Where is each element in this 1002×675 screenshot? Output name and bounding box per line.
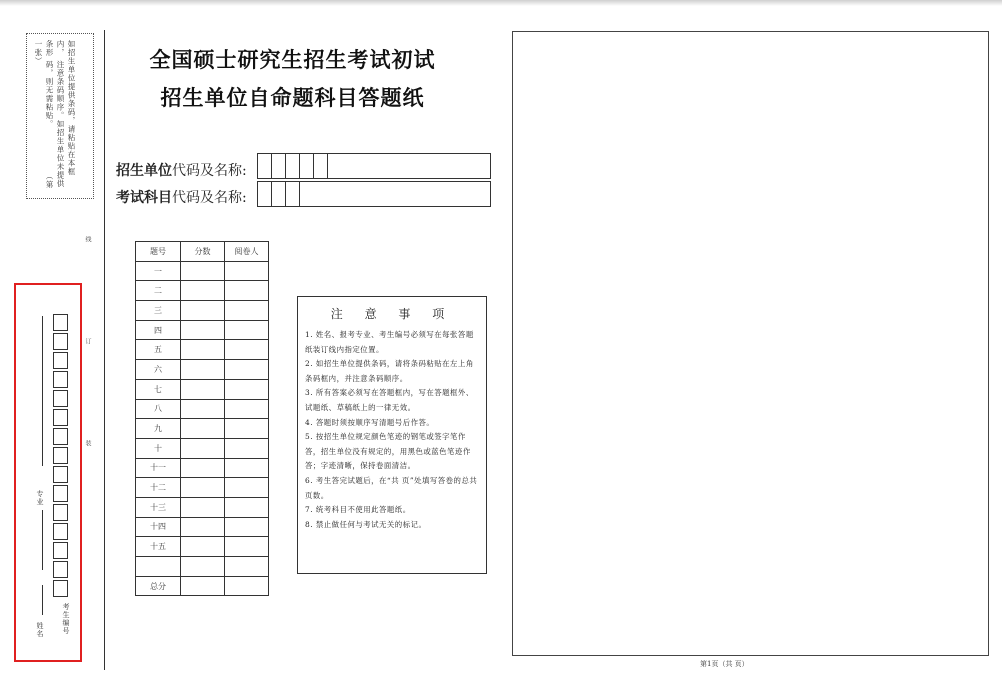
question-number-cell: 三 [136,301,181,321]
score-table-row [136,576,269,596]
score-cell[interactable] [181,517,225,537]
notice-item: 2. 如招生单位提供条码，请将条码粘贴在左上角条码框内，并注意条码顺序。 [305,359,474,383]
grader-cell[interactable] [225,497,269,517]
header-score: 分数 [181,242,225,262]
digit-cell[interactable] [53,314,68,331]
subject-label-rest: 代码及名称: [172,190,247,206]
subject-label [116,187,247,207]
grader-cell[interactable] [225,261,269,281]
score-cell[interactable] [181,537,225,557]
score-table-row [136,301,269,321]
barcode-note-sheet-number: （第一张） [34,40,54,189]
score-cell[interactable] [181,340,225,360]
page-subtitle: 招生单位自命题科目答题纸 [160,85,425,110]
binding-mark-staple: 订 [84,338,91,345]
unit-label-bold: 招生单位 [116,163,172,179]
grader-cell[interactable] [225,340,269,360]
notice-item: 1. 姓名、报考专业、考生编号必须写在每张答题纸装订线内指定位置。 [305,330,474,354]
grader-cell[interactable] [225,419,269,439]
score-cell[interactable] [181,557,225,577]
unit-label [116,160,247,180]
barcode-note-line: 如招生单位提供条码，请粘贴在本框内， [56,40,76,176]
top-shadow [0,0,1002,6]
code-cell[interactable] [272,182,286,206]
grader-cell[interactable] [225,537,269,557]
notice-title: 注 意 事 项 [330,307,454,321]
score-cell[interactable] [181,281,225,301]
page-title: 全国硕士研究生招生考试初试 [149,47,436,72]
score-cell[interactable] [181,320,225,340]
digit-cell[interactable] [53,485,68,502]
question-number-cell: 十一 [136,458,181,478]
grader-cell[interactable] [225,557,269,577]
subject-code-field[interactable] [257,181,491,207]
question-number-cell [136,557,181,577]
digit-cell[interactable] [53,561,68,578]
question-number-cell: 十五 [136,537,181,557]
score-table-row [136,517,269,537]
barcode-paste-box [26,33,94,199]
digit-cell[interactable] [53,504,68,521]
score-table-row [136,537,269,557]
score-table-row [136,340,269,360]
question-number-cell: 五 [136,340,181,360]
grader-cell[interactable] [225,517,269,537]
question-number-cell: 九 [136,419,181,439]
digit-cell[interactable] [53,333,68,350]
score-table-row [136,261,269,281]
code-cell[interactable] [314,154,328,178]
score-table [135,241,269,596]
question-number-cell: 十二 [136,478,181,498]
score-cell[interactable] [181,261,225,281]
score-table-row [136,557,269,577]
candidate-info-highlight [14,283,82,662]
binding-mark-line: 线 [84,236,91,243]
notice-item: 3. 所有答案必须写在答题框内，写在答题框外、试题纸、草稿纸上的一律无效。 [305,388,474,412]
grader-cell[interactable] [225,576,269,596]
major-label: 专业 [36,490,44,506]
code-cell[interactable] [258,154,272,178]
question-number-cell: 总分 [136,576,181,596]
score-cell[interactable] [181,458,225,478]
notice-item: 7. 统考科目不使用此答题纸。 [305,505,411,515]
question-number-cell: 八 [136,399,181,419]
barcode-note-text [33,40,77,190]
grader-cell[interactable] [225,301,269,321]
score-cell[interactable] [181,379,225,399]
header-grader: 阅卷人 [225,242,269,262]
digit-cell[interactable] [53,352,68,369]
code-cell[interactable] [286,154,300,178]
page-footer: 第1页（共 页） [700,660,749,668]
code-cell[interactable] [258,182,272,206]
exam-number-label: 考生编号 [62,603,70,635]
grader-cell[interactable] [225,360,269,380]
digit-cell[interactable] [53,390,68,407]
score-table-row [136,379,269,399]
score-table-header [136,242,269,262]
exam-number-boxes [53,314,68,599]
binding-mark-bind: 装 [84,440,91,447]
score-cell[interactable] [181,478,225,498]
code-cell[interactable] [300,154,314,178]
major-underline [42,316,43,466]
score-cell[interactable] [181,419,225,439]
code-cell[interactable] [286,182,300,206]
digit-cell[interactable] [53,371,68,388]
score-cell[interactable] [181,399,225,419]
score-cell[interactable] [181,576,225,596]
score-table-row [136,399,269,419]
notice-item: 6. 考生答完试题后，在“共 页”处填写答卷的总共页数。 [305,475,478,500]
notice-item: 4. 答题时须按顺序写清题号后作答。 [305,417,435,427]
question-number-cell: 十四 [136,517,181,537]
barcode-note-line: 注意条码顺序。如招生单位未提供条形 [45,40,65,188]
score-cell[interactable] [181,497,225,517]
grader-cell[interactable] [225,478,269,498]
digit-cell[interactable] [53,428,68,445]
score-cell[interactable] [181,360,225,380]
subject-label-bold: 考试科目 [116,190,172,206]
question-number-cell: 七 [136,379,181,399]
digit-cell[interactable] [53,409,68,426]
question-number-cell: 六 [136,360,181,380]
score-table-row [136,438,269,458]
score-cell[interactable] [181,301,225,321]
question-number-cell: 一 [136,261,181,281]
name-label: 姓名 [36,622,44,638]
score-table-row [136,320,269,340]
grader-cell[interactable] [225,281,269,301]
question-number-cell: 十三 [136,497,181,517]
digit-cell[interactable] [53,466,68,483]
score-table-row [136,419,269,439]
grader-cell[interactable] [225,379,269,399]
grader-cell[interactable] [225,458,269,478]
question-number-cell: 二 [136,281,181,301]
question-number-cell: 四 [136,320,181,340]
grader-cell[interactable] [225,399,269,419]
major-line-lower [42,510,43,570]
notice-box [297,296,487,574]
digit-cell[interactable] [53,447,68,464]
barcode-note-line: 码，则无需粘贴。 [45,60,54,129]
notice-item: 8. 禁止做任何与考试无关的标记。 [305,519,427,529]
score-table-row [136,458,269,478]
score-table-row [136,497,269,517]
score-table-row [136,281,269,301]
unit-code-field[interactable] [257,153,491,179]
notice-item: 5. 按招生单位规定颜色笔迹的钢笔或签字笔作答，招生单位没有规定的，用黑色或蓝色笔迹作答；字迹清晰，保持卷面清洁。 [305,432,471,471]
score-cell[interactable] [181,438,225,458]
digit-cell[interactable] [53,523,68,540]
answer-area[interactable] [512,31,989,656]
score-table-row [136,360,269,380]
grader-cell[interactable] [225,438,269,458]
notice-list [305,328,479,532]
unit-label-rest: 代码及名称: [172,163,247,179]
name-underline [42,585,43,615]
question-number-cell: 十 [136,438,181,458]
digit-cell[interactable] [53,580,68,597]
code-cell[interactable] [272,154,286,178]
binding-line [104,30,105,670]
digit-cell[interactable] [53,542,68,559]
score-table-row [136,478,269,498]
grader-cell[interactable] [225,320,269,340]
header-question-no: 题号 [136,242,181,262]
